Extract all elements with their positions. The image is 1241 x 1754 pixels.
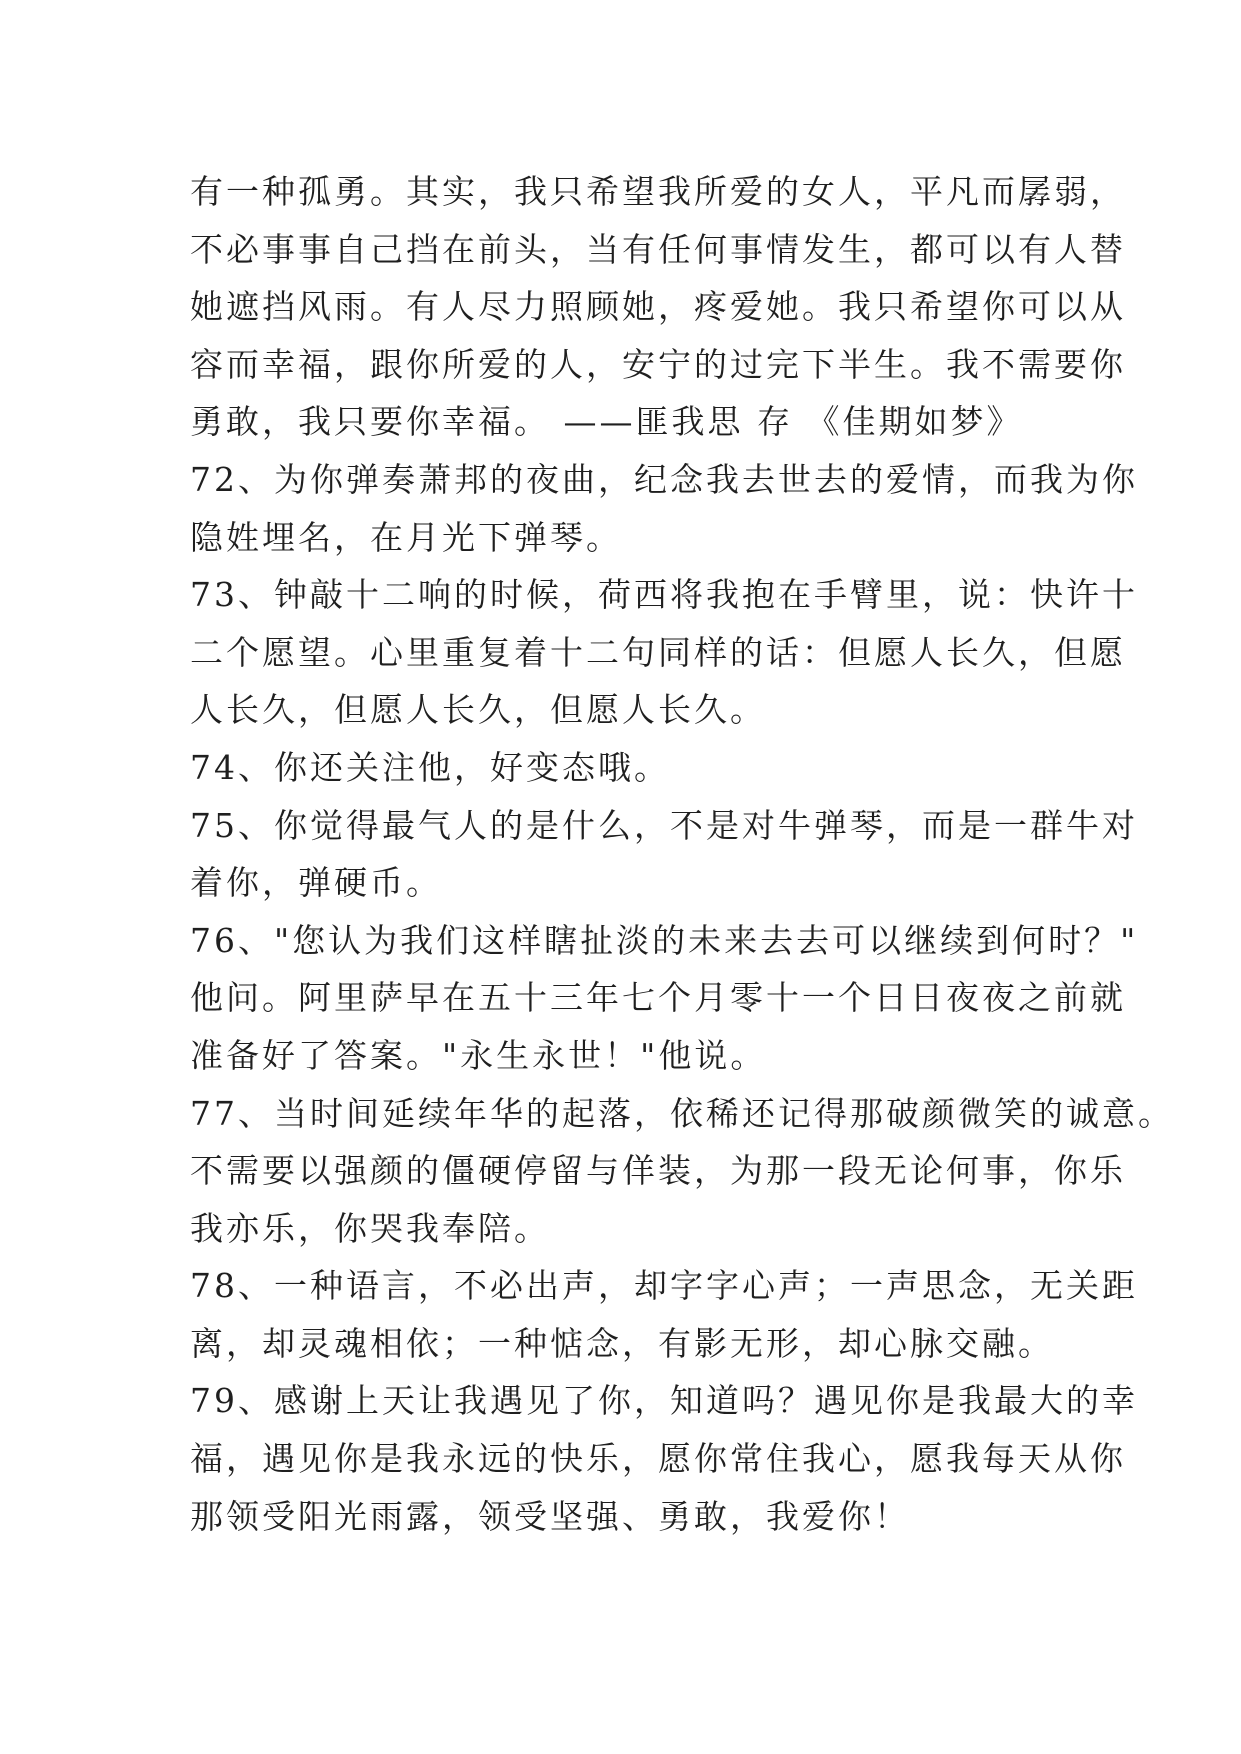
- text-line: 73、钟敲十二响的时候，荷西将我抱在手臂里，说：快许十: [190, 575, 1138, 615]
- text-line: 77、当时间延续年华的起落，依稀还记得那破颜微笑的诚意。: [190, 1093, 1174, 1133]
- text-line: 76、"您认为我们这样瞎扯淡的未来去去可以继续到何时？": [190, 920, 1139, 960]
- text-line: 74、你还关注他，好变态哦。: [190, 747, 670, 787]
- text-line: 有一种孤勇。其实，我只希望我所爱的女人，平凡而孱弱，: [190, 172, 1126, 211]
- document-body: [190, 163, 1174, 1545]
- text-line: 我亦乐，你哭我奉陪。: [190, 1208, 550, 1248]
- text-line: 他问。阿里萨早在五十三年七个月零十一个日日夜夜之前就: [190, 978, 1126, 1018]
- text-line: 着你，弹硬币。: [190, 863, 442, 903]
- text-line: 隐姓埋名，在月光下弹琴。: [190, 517, 622, 557]
- text-line: 不必事事自己挡在前头，当有任何事情发生，都可以有人替: [190, 229, 1126, 269]
- text-line: 离，却灵魂相依；一种惦念，有影无形，却心脉交融。: [190, 1323, 1054, 1363]
- text-line: 不需要以强颜的僵硬停留与佯装，为那一段无论何事，你乐: [190, 1151, 1126, 1191]
- text-line: 她遮挡风雨。有人尽力照顾她，疼爱她。我只希望你可以从: [190, 287, 1126, 327]
- text-line: 二个愿望。心里重复着十二句同样的话：但愿人长久，但愿: [190, 632, 1126, 672]
- text-line: 福，遇见你是我永远的快乐，愿你常住我心，愿我每天从你: [190, 1439, 1126, 1479]
- text-line: 准备好了答案。"永生永世！"他说。: [190, 1035, 767, 1075]
- text-line: 78、一种语言，不必出声，却字字心声；一声思念，无关距: [190, 1266, 1138, 1306]
- text-line: 72、为你弹奏萧邦的夜曲，纪念我去世去的爱情，而我为你: [190, 459, 1138, 499]
- text-line: 79、感谢上天让我遇见了你，知道吗？遇见你是我最大的幸: [190, 1381, 1138, 1421]
- text-line: 75、你觉得最气人的是什么，不是对牛弹琴，而是一群牛对: [190, 805, 1138, 845]
- text-line: 容而幸福，跟你所爱的人，安宁的过完下半生。我不需要你: [190, 344, 1126, 384]
- text-line: 勇敢，我只要你幸福。 ——匪我思 存 《佳期如梦》: [190, 402, 1023, 442]
- text-line: 人长久，但愿人长久，但愿人长久。: [190, 690, 766, 730]
- text-line: 那领受阳光雨露，领受坚强、勇敢，我爱你！: [190, 1496, 910, 1536]
